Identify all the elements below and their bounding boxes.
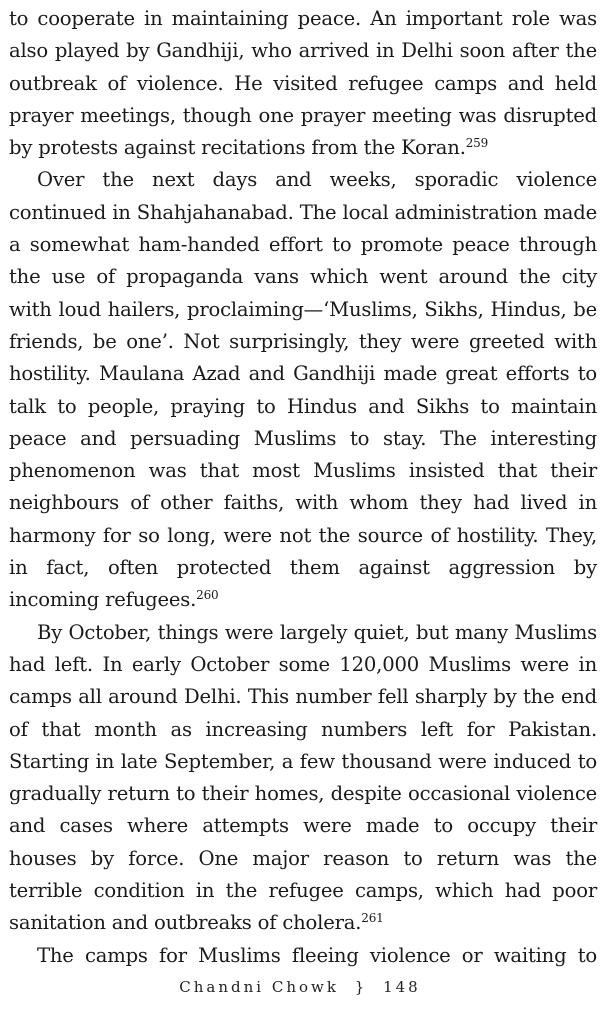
paragraph-2 (9, 164, 597, 616)
paragraph-text: By October, things were largely quiet, but many Muslims had left. In early October some 120,000 Muslims were in camps all around Delhi. This number fell sharply by the end of that month as increasing numbers left for Pakistan. Starting in late September, a few thousand were induced to gradually return to their homes, despite occasional violence and cases where attempts were made to occupy their houses by force. One major reason to return was the terrible condition in the refugee camps, which had poor sanitation and outbreaks of cholera. (9, 620, 597, 935)
page-footer (0, 978, 600, 996)
footnote-marker-260: 260 (196, 588, 219, 603)
footnote-marker-261: 261 (361, 911, 384, 926)
footnote-marker-259: 259 (465, 136, 489, 151)
paragraph-1 (9, 3, 597, 164)
paragraph-3 (9, 617, 597, 940)
page-number: 148 (383, 978, 421, 996)
book-page (9, 0, 597, 1009)
footer-separator: } (354, 978, 368, 996)
paragraph-text: to cooperate in maintaining peace. An important role was also played by Gandhiji, who arrived in Delhi soon after the outbreak of violence. He visited refugee camps and held prayer meetings, though one prayer meeting was disrupted by protests against recitations from the Koran. (9, 7, 597, 160)
running-head: Chandni Chowk (179, 978, 339, 996)
paragraph-text: Over the next days and weeks, sporadic violence continued in Shahjahanabad. The local administration made a somewhat ham-handed effort to promote peace through the use of propaganda vans which went around the city with loud hailers, proclaiming—‘Muslims, Sikhs, Hindus, be friends, be one’. Not surprisingly, they were greeted with hostility. Maulana Azad and Gandhiji made great efforts to talk to people, praying to Hindus and Sikhs to maintain peace and persuading Muslims to stay. The interesting phenomenon was that most Muslims insisted that their neighbours of other faiths, with whom they had lived in harmony for so long, were not the source of hostility. They, in fact, often protected them against aggression by incoming refugees. (9, 168, 597, 612)
paragraph-4 (9, 940, 597, 972)
body-text (9, 3, 597, 972)
paragraph-text: The camps for Muslims fleeing violence or waiting to (37, 943, 597, 967)
